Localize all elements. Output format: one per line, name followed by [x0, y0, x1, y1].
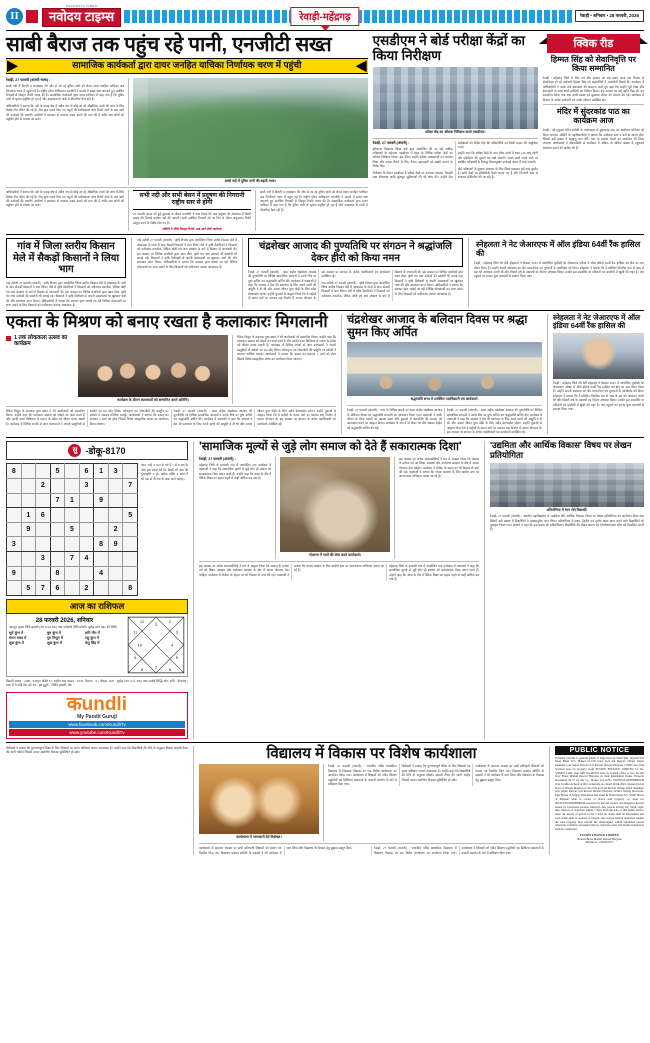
kisan-head-box — [6, 238, 126, 278]
planet-4: गुरु मिथुन में — [47, 636, 63, 641]
ekta-bullets — [6, 335, 74, 404]
sudoku-header — [6, 441, 188, 460]
sudoku-cell-7-5[interactable]: 7 — [65, 552, 80, 567]
sudoku-cell-9-7[interactable] — [94, 581, 109, 596]
sudoku-cell-1-1[interactable]: 8 — [7, 464, 22, 479]
ekta-body-lower: दैनिक त्रिपुरा के संपादक पुष्प स्थान ने भी आयोजकों को सम्मानित किया। उन्होंने कहा कि कलाकार समाज को जोड़ने का काम करते हैं और उनकी कला विविधता में एकता के संदेश को जीवंत बनाए रखती है। कार्यक्रम में विभिन्न राज्यों से आए कलाकारों ने अपनी प्रस्तुतियों से दर्शकों का मन मोह लिया। लोकनृत्य एवं लोकगीतों की प्रस्तुति पर दर्शकों ने जमकर तालियां बजाईं। आयोजकों ने बताया कि उत्सव का समापन 1 मार्च को होगा जिसमें विशेष सांस्कृतिक संध्या का आयोजन किया जाएगा। — [6, 408, 169, 426]
kundli-chart — [125, 614, 187, 676]
public-notice-block — [555, 746, 644, 856]
lead-headline: साबी बैराज तक पहुंच रहे पानी, एनजीटी सख्त — [6, 33, 332, 56]
sudoku-cell-4-2[interactable]: 1 — [21, 508, 36, 523]
quick-read-item-2-body: रेवाड़ी : श्री हनुमान मंदिर समिति के तत्वावधान में सुंदरकांड पाठ का आयोजन शनिवार को किया जाएगा। समिति के पदाधिकारियों ने बताया कि कार्यक्रम सायं 6 बजे से आरंभ होगा जिसमें बड़ी संख्या में श्रद्धालु भाग लेंगे। पाठ के उपरांत भंडारे का आयोजन भी किया जाएगा। आयोजकों ने क्षेत्रवासियों से कार्यक्रम में अधिक से अधिक संख्या में पहुंचकर धर्मलाभ उठाने की अपील की है। — [542, 128, 645, 150]
samajik-headline: 'सामाजिक मूल्यों से जुड़े लोग समाज को देते हैं सकारात्मक दिशा' — [199, 441, 462, 454]
sudoku-cell-7-7[interactable] — [94, 552, 109, 567]
vidyalaya-photo — [199, 764, 319, 834]
planet-7: शुक्र कुंभ में — [47, 641, 62, 646]
quick-read-item-1-body: रेवाड़ी : महेंद्रगढ़ जिले के लिए गर्व और सम्मान का एक प्रसंग आज जब विभाग से सेवानिवृत्त हो रहे कर्मचारी हिम्मत सिंह को सहकर्मियों ने भावभीनी विदाई दी। कार्यक्रम में अधिकारियों ने उनके लंबे सेवाकाल की सराहना करते हुए कहा कि उन्होंने पूरी निष्ठा और ईमानदारी के साथ अपने दायित्वों का निर्वहन किया। इस अवसर पर उन्हें स्मृति चिह्न भेंट कर सम्मानित किया गया तथा उनके स्वस्थ एवं सुखमय जीवन की कामना की गई। कार्यक्रम में विभाग के अनेक कर्मचारी एवं उनके परिजन उपस्थित रहे। — [542, 75, 645, 102]
ad-logo: कundli — [67, 693, 127, 715]
lead-row — [6, 34, 644, 231]
quick-read-item-1-head[interactable]: हिम्मत सिंह को सेवानिवृत्ति पर किया सम्मानित — [550, 55, 636, 73]
sudoku-cell-8-5[interactable] — [65, 566, 80, 581]
sudoku-cell-5-1[interactable] — [7, 522, 22, 537]
sudoku-cell-1-3[interactable] — [36, 464, 51, 479]
sudoku-cell-7-9[interactable] — [123, 552, 138, 567]
sudoku-cell-4-5[interactable] — [65, 508, 80, 523]
vidyalaya-lower — [199, 846, 544, 855]
vidyalaya-columns — [328, 764, 544, 786]
udyamita-photo — [490, 463, 644, 507]
sudoku-cell-6-5[interactable] — [65, 537, 80, 552]
lead-sub-body: 25 फरवरी 2026 को हुई सुनवाई के दौरान एनजीटी ने स्पष्ट किया कि जल प्रदूषण की रोकथाम में किसी प्रकार की ढिलाई बर्दाश्त नहीं की जाएगी। सभी संबंधित विभागों को 30 दिन के भीतर अनुपालन रिपोर्ट प्रस्तुत करने के निर्देश दिए गए हैं। — [133, 211, 251, 225]
samajik-body-lower: इस अवसर पर अनेक समाजसेवियों ने मंच से आह्वान किया कि समाज के प्रत्येक वर्ग को शिक्षा, स्वास्थ्य और पर्यावरण संरक्षण के क्षेत्र में अपना योगदान देना चाहिए। कार्यक्रम में गोसेवा के महत्व पर भी विस्तार से चर्चा की गई। वक्ताओं ने बताया कि गोवंश संरक्षण के लिए ग्रामीण स्तर पर जागरूकता अभियान चलाए जा रहे हैं। — [199, 563, 384, 577]
azad-body: रेवाड़ी, 27 फरवरी (अंजनी) : अमर शहीद चंद्रशेखर आजाद की पुण्यतिथि पर विभिन्न सामाजिक संगठनों ने उनके चित्र पर पुष्प अर्पित कर श्रद्धांजलि अर्पित की। कार्यक्रम में वक्ताओं ने कहा कि आजाद ने देश की स्वतंत्रता के लिए अपने प्राणों की आहुति दे दी थी और उनका जीवन युवा पीढ़ी के लिए सदैव प्रेरणास्रोत रहेगा। उन्होंने युवाओं से आह्वान किया कि वे शहीदों के बताए मार्ग पर चलकर राष्ट्र निर्माण में अपना योगदान दें। इस अवसर पर संगठन के अनेक पदाधिकारी एवं कार्यकर्ता उपस्थित रहे। — [248, 269, 390, 301]
second-row — [6, 238, 644, 307]
sudoku-grid[interactable] — [6, 463, 138, 595]
sudoku-cell-4-8[interactable] — [108, 508, 123, 523]
quick-read-item-2-head[interactable]: मंदिर में सुंदरकांड पाठ का कार्यक्रम आज — [556, 107, 630, 126]
sudoku-cell-7-4[interactable] — [50, 552, 65, 567]
azad-head-box — [248, 238, 463, 266]
ekta-photo-block — [78, 335, 228, 404]
sudoku-cell-6-1[interactable]: 3 — [7, 537, 22, 552]
lead-main-column — [6, 34, 368, 231]
sudoku-row — [7, 537, 138, 552]
sudoku-cell-6-7[interactable]: 8 — [94, 537, 109, 552]
sudoku-cell-6-6[interactable] — [79, 537, 94, 552]
udyamita-photo-caption: प्रतियोगिता में भाग लेते विद्यार्थी। — [546, 508, 588, 513]
ekta-bullet-1: 1 तक लोककला उत्सव का कार्यक्रम — [14, 334, 68, 348]
rashifal-title: आज का राशिफल — [6, 599, 188, 614]
sudoku-cell-8-3[interactable] — [36, 566, 51, 581]
svg-text:11: 11 — [133, 629, 138, 635]
svg-text:6: 6 — [168, 666, 172, 672]
ad-tagline: My Pandit Guruji — [77, 713, 117, 720]
samajik-byline: रेवाड़ी, 27 फरवरी (अंजनी) : — [199, 456, 236, 461]
sudoku-cell-4-3[interactable]: 6 — [36, 508, 51, 523]
puzzle-column — [6, 441, 188, 738]
ekta-photo — [78, 335, 228, 397]
vidyalaya-headline: विद्यालय में विकास पर विशेष कार्यशाला — [266, 744, 477, 762]
public-notice-title: PUBLIC NOTICE — [555, 746, 644, 755]
samajik-photo-caption: गोशाला में गायों की सेवा करते कार्यकर्ता। — [308, 552, 361, 557]
ekta-headline: एकता के मिश्रण को बनाए रखता है कलाकारः मिगलानी — [6, 313, 328, 332]
vidyalaya-body-lower2: रेवाड़ी, 27 फरवरी (अंजनी) : राजकीय वरिष्ठ माध्यमिक विद्यालय में विद्यालय विकास पर एक विशेष कार्यशाला का आयोजन किया गया। कार्यशाला में शिक्षकों को नवीन शिक्षण पद्धतियों एवं डिजिटल संसाधनों के प्रभावी उपयोग के बारे में प्रशिक्षण दिया गया। — [374, 846, 544, 855]
sudoku-row — [7, 566, 138, 581]
balidan-headline: चंद्रशेखर आजाद के बलिदान दिवस पर श्रद्धा सुमन किए अर्पित — [347, 314, 528, 339]
sudoku-cell-4-7[interactable] — [94, 508, 109, 523]
sudoku-cell-2-9[interactable]: 7 — [123, 479, 138, 494]
sudoku-row — [7, 493, 138, 508]
ekta-text — [237, 335, 336, 404]
sudoku-cell-1-9[interactable] — [123, 464, 138, 479]
sudoku-cell-1-8[interactable]: 3 — [108, 464, 123, 479]
sudoku-cell-9-4[interactable]: 6 — [50, 581, 65, 596]
sdm-photo-caption: परीक्षा केंद्र का औचक निरीक्षण करते एसडीएम। — [424, 129, 486, 134]
sudoku-cell-3-9[interactable] — [123, 493, 138, 508]
sudoku-cell-3-6[interactable] — [79, 493, 94, 508]
advertisement[interactable] — [6, 692, 188, 739]
sudoku-row — [7, 581, 138, 596]
sudoku-cell-5-9[interactable] — [123, 522, 138, 537]
ekta-lower-columns — [6, 409, 336, 427]
sudoku-cell-9-8[interactable] — [108, 581, 123, 596]
lead-text-left — [6, 78, 124, 185]
ekta-body: दैनिक त्रिपुरा के संपादक पुष्प स्थान ने भी आयोजकों को सम्मानित किया। उन्होंने कहा कि कलाकार समाज को जोड़ने का काम करते हैं और उनकी कला विविधता में एकता के संदेश को जीवंत बनाए रखती है। कार्यक्रम में विभिन्न राज्यों से आए कलाकारों ने अपनी प्रस्तुतियों से दर्शकों का मन मोह लिया। लोकनृत्य एवं लोकगीतों की प्रस्तुति पर दर्शकों ने जमकर तालियां बजाईं। आयोजकों ने बताया कि उत्सव का समापन 1 मार्च को होगा जिसमें विशेष सांस्कृतिक संध्या का आयोजन किया जाएगा। — [237, 334, 336, 361]
sdm-body-2: निरीक्षण के दौरान एसडीएम ने परीक्षा केंद्रों पर उपलब्ध पेयजल, बिजली तथा शौचालय आदि मूलभूत सुविधाओं की भी जांच की। उन्होंने केंद्र अधीक्षकों को निर्देश दिए कि परीक्षार्थियों को किसी प्रकार की असुविधा न हो। — [372, 140, 538, 180]
samajik-photo-block — [280, 457, 390, 559]
sudoku-cell-6-9[interactable] — [123, 537, 138, 552]
sdm-body-columns — [373, 141, 538, 180]
svg-text:3: 3 — [175, 629, 179, 635]
rashifal-footer: विक्रमी सम्वत् : 2082, फाल्गुन प्रविष्टे 17, राष्ट्रीय शक सम्वत् : 1947, दिनांक : 9 | दोपहर, भद्रा : पूर्वाह्न (रात 4.11 तक) तथा सर्वार्थ सिद्धि योग, शनि ; दीपमान | प्रातः मैं ये कोई देश करें तब : इष्ट मुहूर्त : गोविंद द्वादशी, मेष — [6, 678, 188, 688]
sudoku-rules: आठ, चाहे न 3x3 के वर्ग में 1 से 9 तक के अंक इस प्रकार भरें कि किसी भी अंक की पुनरावृत्ति न हो। प्रत्येक पंक्ति व स्तंभ में भी एक से नौ तक के अंक आने चाहिए। — [141, 463, 188, 481]
balidan-block — [347, 314, 542, 434]
rashifal-panchang: फाल्गुन शुक्ल तिथि द्वादशी (रात 8.44 तक) तथा त्रयोदशी तिथि प्रवेशी। पूर्वाह्न मध्य प्रहर की तिथि। — [9, 624, 118, 629]
quick-read-item-3-body: रेवाड़ी : महेंद्रगढ़ जिले की बेटी स्नेहलता ने दिसंबर 2025 में आयोजित यूजीसी नेट जेआरएफ परीक्षा में ऑल इंडिया 64वीं रैंक हासिल कर क्षेत्र का नाम रोशन किया है। उन्होंने अपनी सफलता का श्रेय माता-पिता एवं गुरुजनों के आशीर्वाद को दिया। स्नेहलता ने बताया कि वे प्रतिदिन नियमित रूप से आठ से दस घंटे अध्ययन करती थीं और पिछले वर्ष के प्रश्नपत्रों का निरंतर अभ्यास किया। उनकी इस उपलब्धि पर परिजनों एवं ग्रामीणों में खुशी की लहर है। गांव पहुंचने पर उनका फूल मालाओं से स्वागत किया गया। — [474, 261, 644, 279]
samajik-lower-columns — [199, 564, 479, 582]
samajik-body-lower2: महेंद्रगढ़ जिले के इतराली गांव में आयोजित एक कार्यक्रम में वक्ताओं ने कहा कि सामाजिक मूल्यों से जुड़े लोग ही समाज को सकारात्मक दिशा प्रदान करते हैं। उन्होंने कहा कि आज के दौर में नैतिक शिक्षा का महत्व पहले से कहीं अधिक बढ़ गया है। — [389, 563, 479, 582]
sudoku-cell-3-4[interactable]: 7 — [50, 493, 65, 508]
rashifal-date: 28 फरवरी 2026, शनिवार — [35, 617, 94, 624]
vidyalaya-block — [199, 746, 544, 856]
kundli-diagram-icon — [127, 616, 185, 674]
sudoku-title: -डोकू-8170 — [85, 446, 126, 457]
public-notice-firm: FUSION FINANCE LIMITED — [580, 832, 619, 837]
ad-youtube-link[interactable]: www.youtube.com/KundliTv — [9, 729, 185, 736]
sudoku-cell-8-8[interactable] — [108, 566, 123, 581]
sdm-byline: रेवाड़ी, 27 फरवरी (अंजनी) : — [372, 140, 410, 145]
lead-byline: रेवाड़ी, 27 फरवरी (अंजनी भाषा) : — [6, 78, 51, 83]
planet-6: शुक्र कुंभ में — [9, 641, 24, 646]
sudoku-row — [7, 479, 138, 494]
lead-body-2: अधिकारियों ने बताया कि नदी के प्रवाह क्षेत्र में अवैध रूप से छोड़े जा रहे औद्योगिक कचरे की जांच के लिए विशेष टीम गठित की गई है। टीम द्वारा एकत्र किए गए नमूनों की प्रयोगशाला जांच रिपोर्ट आने के बाद आगे की कार्रवाई की जाएगी। ग्रामीणों ने प्रशासन से तत्काल कदम उठाने की मांग की है ताकि जल स्रोतों को प्रदूषित होने से बचाया जा सके। — [6, 103, 124, 121]
sdm-body-4: बोर्ड परीक्षाओं के सुचारू संचालन के लिए जिला प्रशासन पूरी तरह मुस्तैद है। सभी केंद्रों पर सीसीटीवी कैमरे लगाए गए हैं और निगरानी कक्ष से लगातार मॉनिटरिंग की जा रही है। — [457, 166, 538, 180]
paper-latin-name: NAVODAYA TIMES — [65, 4, 98, 9]
sudoku-cell-3-3[interactable] — [36, 493, 51, 508]
sudoku-cell-1-4[interactable]: 5 — [50, 464, 65, 479]
rashifal-planets — [9, 631, 120, 646]
planet-8: केतु सिंह में — [85, 641, 100, 646]
sudoku-cell-5-3[interactable] — [36, 522, 51, 537]
udyamita-headline: 'उद्यमिता और आर्थिक विकास' विषय पर लेखन प्रतियोगिता — [490, 440, 632, 460]
sudoku-cell-2-7[interactable] — [94, 479, 109, 494]
ekta-block — [6, 314, 336, 434]
udyamita-block — [490, 441, 644, 738]
section-divider-4 — [6, 742, 644, 743]
snehlata-headline[interactable]: स्नेहलता ने नेट जेआरएफ में ऑल इंडिया 64वीं रैंक हासिल की — [553, 313, 641, 331]
samajik-text-a — [199, 457, 271, 559]
snehlata-body: रेवाड़ी : महेंद्रगढ़ जिले की बेटी स्नेहलता ने दिसंबर 2025 में आयोजित यूजीसी नेट जेआरएफ परीक्षा में ऑल इंडिया 64वीं रैंक हासिल कर क्षेत्र का नाम रोशन किया है। उन्होंने अपनी सफलता का श्रेय माता-पिता एवं गुरुजनों के आशीर्वाद को दिया। स्नेहलता ने बताया कि वे प्रतिदिन नियमित रूप से आठ से दस घंटे अध्ययन करती थीं और पिछले वर्ष के प्रश्नपत्रों का निरंतर अभ्यास किया। उनकी इस उपलब्धि पर परिजनों एवं ग्रामीणों में खुशी की लहर है। गांव पहुंचने पर उनका फूल मालाओं से स्वागत किया गया। — [553, 380, 644, 411]
planet-0: सूर्य कुंभ में — [9, 631, 24, 636]
sudoku-cell-7-2[interactable] — [21, 552, 36, 567]
sudoku-badge-icon: सु — [68, 444, 81, 457]
samajik-block — [199, 441, 479, 738]
sudoku-cell-4-9[interactable]: 5 — [123, 508, 138, 523]
sudoku-cell-1-6[interactable]: 6 — [79, 464, 94, 479]
sudoku-cell-4-4[interactable] — [50, 508, 65, 523]
section-divider-2 — [6, 310, 644, 311]
sudoku-cell-3-1[interactable] — [7, 493, 22, 508]
planet-3: मंगल मकर में — [9, 636, 27, 641]
sudoku-cell-5-5[interactable]: 5 — [65, 522, 80, 537]
sudoku-cell-2-5[interactable] — [65, 479, 80, 494]
svg-text:9: 9 — [133, 654, 137, 660]
masthead — [6, 4, 644, 28]
balidan-photo-caption: श्रद्धांजलि सभा में उपस्थित पदाधिकारी एवं कार्यकर्ता। — [410, 397, 479, 402]
lead-sub-continued: अधिकारियों ने बताया कि नदी के प्रवाह क्षेत्र में अवैध रूप से छोड़े जा रहे औद्योगिक कचरे की जांच के लिए विशेष टीम गठित की गई है। टीम द्वारा एकत्र किए गए नमूनों की प्रयोगशाला जांच रिपोर्ट आने के बाद आगे की कार्रवाई की जाएगी। ग्रामीणों ने प्रशासन से तत्काल कदम उठाने की मांग की है ताकि जल स्रोतों को प्रदूषित होने से बचाया जा सके। — [6, 190, 124, 208]
sudoku-cell-7-3[interactable]: 3 — [36, 552, 51, 567]
sudoku-cell-3-5[interactable]: 1 — [65, 493, 80, 508]
quick-read-column — [543, 34, 644, 231]
sudoku-cell-8-7[interactable]: 4 — [94, 566, 109, 581]
edition-badge[interactable]: रेवाड़ी-महेंद्रगढ़ — [290, 7, 359, 26]
svg-text:5: 5 — [175, 654, 179, 660]
section-divider-3 — [6, 437, 644, 438]
kisan-headline: गांव में जिला स्तरीय किसान मेले में सैकड़ों किसानों ने लिया भाग — [12, 241, 120, 275]
sdm-column — [373, 34, 538, 231]
balidan-photo — [347, 342, 542, 396]
svg-text:4: 4 — [171, 642, 174, 648]
lead-subcol-c — [260, 190, 368, 231]
azad-block — [248, 238, 463, 307]
lead-subcol-b — [133, 190, 251, 231]
sudoku-cell-9-2[interactable]: 5 — [21, 581, 36, 596]
azad-body-columns — [248, 270, 463, 301]
svg-text:7: 7 — [154, 665, 158, 671]
kisan-body-continued: गांव अटेली 27 फरवरी (अंजनी) : कृषि विभाग द्वारा आयोजित जिला स्तरीय किसान मेले में आसपास के गांवों से आए सैकड़ों किसानों ने भाग लिया। मेले में कृषि वैज्ञानिकों ने किसानों को नवीनतम तकनीक, जैविक खेती एवं जल संरक्षण के बारे में विस्तार से जानकारी दी। इस अवसर पर विभिन्न कंपनियों द्वारा उन्नत बीज, कृषि यंत्र तथा उर्वरकों की प्रदर्शनी भी लगाई गई। किसानों ने कृषि विशेषज्ञों से अपनी समस्याओं पर खुलकर चर्चा की और समाधान प्राप्त किया। अधिकारियों ने बताया कि सरकार द्वारा चलाई जा रही विभिन्न योजनाओं का लाभ उठाने के लिए किसानों को पंजीकरण कराना आवश्यक है। — [137, 238, 237, 269]
sudoku-cell-4-1[interactable] — [7, 508, 22, 523]
sudoku-cell-6-4[interactable] — [50, 537, 65, 552]
paper-flag — [42, 5, 121, 27]
sudoku-cell-8-9[interactable] — [123, 566, 138, 581]
azad-body-cont: गांव अटेली 27 फरवरी (अंजनी) : कृषि विभाग द्वारा आयोजित जिला स्तरीय किसान मेले में आसपास के गांवों से आए सैकड़ों किसानों ने भाग लिया। मेले में कृषि वैज्ञानिकों ने किसानों को नवीनतम तकनीक, जैविक खेती एवं जल संरक्षण के बारे में विस्तार से जानकारी दी। इस अवसर पर विभिन्न कंपनियों द्वारा उन्नत बीज, कृषि यंत्र तथा उर्वरकों की प्रदर्शनी भी लगाई गई। किसानों ने कृषि विशेषज्ञों से अपनी समस्याओं पर खुलकर चर्चा की और समाधान प्राप्त किया। अधिकारियों ने बताया कि सरकार द्वारा चलाई जा रही विभिन्न योजनाओं का लाभ उठाने के लिए किसानों को पंजीकरण कराना आवश्यक है। — [321, 269, 463, 298]
planet-1: बुध कुंभ में — [47, 631, 61, 636]
sudoku-cell-5-4[interactable] — [50, 522, 65, 537]
vidyalaya-body-1: रेवाड़ी, 27 फरवरी (अंजनी) : राजकीय वरिष्ठ माध्यमिक विद्यालय में विद्यालय विकास पर एक विशेष कार्यशाला का आयोजन किया गया। कार्यशाला में शिक्षकों को नवीन शिक्षण पद्धतियों एवं डिजिटल संसाधनों के प्रभावी उपयोग के बारे में प्रशिक्षण दिया गया। — [328, 764, 397, 786]
dateline: रेवाड़ी • शनिवार • 28 फरवरी, 2026 — [575, 10, 644, 22]
sudoku-cell-6-8[interactable]: 9 — [108, 537, 123, 552]
samajik-photo — [280, 457, 390, 552]
udyamita-body: रेवाड़ी, 27 फरवरी (अंजनी) : स्थानीय महाविद्यालय में 'उद्यमिता और आर्थिक विकास' विषय पर लेखन प्रतियोगिता का आयोजन किया गया जिसमें बड़ी संख्या में विद्यार्थियों ने उत्साहपूर्वक भाग लिया। प्रतियोगिता में प्रथम, द्वितीय एवं तृतीय स्थान प्राप्त करने वाले विद्यार्थियों को पुरस्कृत किया गया। प्राचार्य ने कहा कि इस प्रकार की प्रतियोगिताएं विद्यार्थियों की लेखन क्षमता एवं विश्लेषणात्मक सोच को विकसित करती हैं। — [490, 514, 644, 532]
snehlata-block — [553, 314, 644, 434]
lead-body-1: साबी नदी में दिल्ली व राजस्थान की ओर से आ रहे दूषित पानी को लेकर दायर जनहित याचिका अब निर्णायक चरण में पहुंच गई है। राष्ट्रीय हरित अधिकरण एनजीटी ने मामले में सख्त रुख अपनाते हुए संबंधित विभागों से विस्तृत रिपोर्ट तलब की है। सामाजिक कार्यकर्ता द्वारा दायर याचिका में कहा गया है कि दूषित पानी से भूजल प्रदूषित हो रहा है और आसपास के गांवों में बीमारियां फैल रही हैं। — [6, 84, 124, 102]
planet-5: राहु कुंभ में — [85, 636, 99, 641]
sudoku-cell-3-2[interactable] — [21, 493, 36, 508]
sudoku-cell-3-8[interactable] — [108, 493, 123, 508]
kisan-block — [6, 238, 126, 307]
sudoku-cell-2-2[interactable] — [21, 479, 36, 494]
publisher-logo-icon: II — [6, 8, 23, 25]
sdm-photo — [373, 67, 538, 129]
sudoku-cell-2-8[interactable] — [108, 479, 123, 494]
vidyalaya-body-2: विशेषज्ञों ने बताया कि गुणवत्तापूर्ण शिक्षा के लिए शिक्षकों का सतत प्रशिक्षण अत्यंत आवश्यक है। उन्होंने कहा कि विद्यार्थियों की रुचि के अनुसार शिक्षण सामग्री तैयार की जानी चाहिए जिससे उनका सर्वांगीण विकास सुनिश्चित हो सके। — [401, 764, 471, 782]
ekta-photo-caption: कार्यक्रम के दौरान कलाकारों को सम्मानित करते अतिथि। — [117, 397, 189, 402]
sudoku-row — [7, 522, 138, 537]
sdm-headline: एसडीएम ने बोर्ड परीक्षा केंद्रों का किया निरीक्षण — [372, 33, 525, 63]
sudoku-cell-2-1[interactable] — [7, 479, 22, 494]
samajik-body-1: महेंद्रगढ़ जिले के इतराली गांव में आयोजित एक कार्यक्रम में वक्ताओं ने कहा कि सामाजिक मूल्यों से जुड़े लोग ही समाज को सकारात्मक दिशा प्रदान करते हैं। उन्होंने कहा कि आज के दौर में नैतिक शिक्षा का महत्व पहले से कहीं अधिक बढ़ गया है। — [199, 462, 271, 481]
svg-text:1: 1 — [154, 621, 158, 627]
lead-subcol-a — [6, 190, 124, 231]
sudoku-cell-7-1[interactable] — [7, 552, 22, 567]
sudoku-cell-7-6[interactable]: 4 — [79, 552, 94, 567]
lead-sub-headline: सभी नदी और सभी बेसन में प्रदूषण की निगरानी राष्ट्रीय स्तर से होगी — [133, 190, 251, 210]
sudoku-cell-1-2[interactable] — [21, 464, 36, 479]
sudoku-cell-9-6[interactable]: 2 — [79, 581, 94, 596]
ad-facebook-link[interactable]: www.facebook.com/KundliTv — [9, 721, 185, 728]
quick-read-item-3-head[interactable]: स्नेहलता ने नेट जेआरएफ में ऑल इंडिया 64वीं रैंक हासिल की — [476, 240, 641, 259]
sdm-body-1: हरियाणा विद्यालय शिक्षा बोर्ड द्वारा आयोजित की जा रही वार्षिक परीक्षाओं के मद्देनजर एसडीएम ने शहर के विभिन्न परीक्षा केंद्रों का औचक निरीक्षण किया। इस दौरान उन्होंने परीक्षा व्यवस्थाओं का जायजा लिया और नकल रोकने के लिए तैनात उड़नदस्तों को सख्ती बरतने के निर्देश दिए। — [372, 146, 453, 169]
section-divider-1 — [6, 234, 644, 235]
sudoku-cell-8-1[interactable]: 9 — [7, 566, 22, 581]
sudoku-cell-9-3[interactable]: 7 — [36, 581, 51, 596]
lead-photo — [133, 78, 368, 178]
sudoku-cell-1-7[interactable]: 1 — [94, 464, 109, 479]
sudoku-row — [7, 552, 138, 567]
bullet-square-icon — [6, 336, 11, 341]
svg-text:2: 2 — [168, 618, 172, 624]
sudoku-row — [7, 508, 138, 523]
bottom-left-text: विशेषज्ञों ने बताया कि गुणवत्तापूर्ण शिक्षा के लिए शिक्षकों का सतत प्रशिक्षण अत्यंत आवश्यक है। उन्होंने कहा कि विद्यार्थियों की रुचि के अनुसार शिक्षण सामग्री तैयार की जानी चाहिए जिससे उनका सर्वांगीण विकास सुनिश्चित हो सके। — [6, 745, 188, 754]
bottom-left-filler — [6, 746, 188, 856]
ekta-body-lower2: रेवाड़ी, 27 फरवरी (अंजनी) : अमर शहीद चंद्रशेखर आजाद की पुण्यतिथि पर विभिन्न सामाजिक संगठनों ने उनके चित्र पर पुष्प अर्पित कर श्रद्धांजलि अर्पित की। कार्यक्रम में वक्ताओं ने कहा कि आजाद ने देश की स्वतंत्रता के लिए अपने प्राणों की आहुति दे दी थी और उनका जीवन युवा पीढ़ी के लिए सदैव प्रेरणास्रोत रहेगा। उन्होंने युवाओं से आह्वान किया कि वे शहीदों के बताए मार्ग पर चलकर राष्ट्र निर्माण में अपना योगदान दें। इस अवसर पर संगठन के अनेक पदाधिकारी एवं कार्यकर्ता उपस्थित रहे। — [173, 408, 336, 426]
paper-title: नवोदय टाइम्स — [42, 8, 121, 27]
svg-text:12: 12 — [139, 618, 145, 624]
sudoku-cell-8-2[interactable] — [21, 566, 36, 581]
sudoku-cell-8-4[interactable]: 8 — [50, 566, 65, 581]
sudoku-cell-9-9[interactable]: 8 — [123, 581, 138, 596]
snehlata-photo — [553, 333, 644, 379]
svg-text:10: 10 — [137, 642, 143, 648]
sudoku-cell-1-5[interactable] — [65, 464, 80, 479]
sudoku-cell-2-3[interactable]: 2 — [36, 479, 51, 494]
lead-sub-italic: समिति ने सौंपी विस्तृत रिपोर्ट, अब आगे होगी कार्रवाई — [162, 227, 222, 231]
sudoku-cell-6-2[interactable] — [21, 537, 36, 552]
bottom-row — [6, 746, 644, 856]
sudoku-cell-4-6[interactable] — [79, 508, 94, 523]
vidyalaya-body-3: कार्यशाला के समापन अवसर पर सभी प्रतिभागी शिक्षकों को प्रमाण पत्र वितरित किए गए। विद्यालय प्रबंधन समिति के सदस्यों ने भी कार्यक्रम में भाग लिया और विद्यालय के विकास हेतु सुझाव प्रस्तुत किए। — [475, 764, 544, 782]
public-notice-mobile: Mobile no. 7426291675 — [585, 840, 614, 845]
public-notice-body: It hereby informs to general public at large that our client Smt. Jagwati S/O Suraj Bhan W/o Makan no.128 ward no.9 teh Rewari village Jatpur shekhpur post Jatpur Rewari S.O Rewari Rewari Haryana 123401 has avail Secured loan on property from FUSION FINANCE LIMITED for Rs. 5,00000/-Lakh, vide APP No.451953 have its branch office at Soo 24 2nd floor Brass Market Rewari Haryana on their Residential house, Property measuring 61.77 sq mtr i.e., House U.L.D.No. 062353JA100000IHI0249 vide Certificate/deed of title ownership no. dated 29-04-2022, situated in Lal Dora of Village Makan no.129 ward no.9 teh Rewari village Jatpur shekhpur post Jatpur Rewari S.O Rewari Rewari Haryana 123401 having directions, East House of Sanjay West Dead end street & North Street 5/5, South House of Khajani wide is owner of above said property i.e. deed no. 062353JA100000IHI0240 executed by Rewari section and Registrar Rewari issued by concerned revenue authority. Any person having any claim, right, title, interest or objection within 7 days from the date of this public notice. After the expiry of period of the 7 days no claim shall be entertained and such claim shall be treated as waived. Any person having objection against the said property may inform the undersigned within stipulated period otherwise it shall be presumed that no objection exist and further transaction shall be completed. — [555, 755, 644, 832]
sudoku-row — [7, 464, 138, 479]
fourth-row — [6, 441, 644, 738]
balidan-body-columns — [347, 408, 542, 434]
balidan-body: रेवाड़ी, 27 फरवरी (अंजनी) : नगर के विभिन्न स्थानों पर अमर शहीद चंद्रशेखर आजाद के बलिदान दिवस पर श्रद्धांजलि सभाओं का आयोजन किया गया। वक्ताओं ने उनके जीवन के प्रेरक प्रसंगों पर प्रकाश डाला और युवाओं से देशभक्ति की भावना को आत्मसात करने का आह्वान किया। कार्यक्रम के अंत में दो मिनट का मौन रखकर शहीद को श्रद्धांजलि अर्पित की गई। — [347, 408, 442, 430]
sudoku-cell-2-4[interactable] — [50, 479, 65, 494]
quick-read-item-3-block — [474, 238, 644, 307]
kisan-extra-col — [137, 238, 237, 307]
kisan-body: गांव अटेली 27 फरवरी (अंजनी) : कृषि विभाग द्वारा आयोजित जिला स्तरीय किसान मेले में आसपास के गांवों से आए सैकड़ों किसानों ने भाग लिया। मेले में कृषि वैज्ञानिकों ने किसानों को नवीनतम तकनीक, जैविक खेती एवं जल संरक्षण के बारे में विस्तार से जानकारी दी। इस अवसर पर विभिन्न कंपनियों द्वारा उन्नत बीज, कृषि यंत्र तथा उर्वरकों की प्रदर्शनी भी लगाई गई। किसानों ने कृषि विशेषज्ञों से अपनी समस्याओं पर खुलकर चर्चा की और समाधान प्राप्त किया। अधिकारियों ने बताया कि सरकार द्वारा चलाई जा रही विभिन्न योजनाओं का लाभ उठाने के लिए किसानों को पंजीकरण कराना आवश्यक है। — [6, 280, 126, 307]
third-row — [6, 314, 644, 434]
lead-body-extra: साबी नदी में दिल्ली व राजस्थान की ओर से आ रहे दूषित पानी को लेकर दायर जनहित याचिका अब निर्णायक चरण में पहुंच गई है। राष्ट्रीय हरित अधिकरण एनजीटी ने मामले में सख्त रुख अपनाते हुए संबंधित विभागों से विस्तृत रिपोर्ट तलब की है। सामाजिक कार्यकर्ता द्वारा दायर याचिका में कहा गया है कि दूषित पानी से भूजल प्रदूषित हो रहा है और आसपास के गांवों में बीमारियां फैल रही हैं। — [260, 190, 368, 212]
sudoku-cell-2-6[interactable]: 3 — [79, 479, 94, 494]
public-notice-address: Branch-Brass Market Rewari Haryana — [577, 836, 622, 841]
vidyalaya-photo-caption: कार्यशाला में जानकारी देते विशेषज्ञ। — [236, 835, 282, 840]
sudoku-cell-9-1[interactable] — [7, 581, 22, 596]
balidan-body-cont: रेवाड़ी, 27 फरवरी (अंजनी) : अमर शहीद चंद्रशेखर आजाद की पुण्यतिथि पर विभिन्न सामाजिक संगठनों ने उनके चित्र पर पुष्प अर्पित कर श्रद्धांजलि अर्पित की। कार्यक्रम में वक्ताओं ने कहा कि आजाद ने देश की स्वतंत्रता के लिए अपने प्राणों की आहुति दे दी थी और उनका जीवन युवा पीढ़ी के लिए सदैव प्रेरणास्रोत रहेगा। उन्होंने युवाओं से आह्वान किया कि वे शहीदों के बताए मार्ग पर चलकर राष्ट्र निर्माण में अपना योगदान दें। इस अवसर पर संगठन के अनेक पदाधिकारी एवं कार्यकर्ता उपस्थित रहे। — [447, 408, 542, 435]
svg-text:8: 8 — [140, 666, 144, 672]
sudoku-cell-6-3[interactable] — [36, 537, 51, 552]
sudoku-cell-7-8[interactable] — [108, 552, 123, 567]
lead-photo-caption: साबी नदी में दूषित पानी की बढ़ती मात्रा। — [224, 179, 276, 184]
quick-read-title: क्विक रीड — [547, 34, 640, 53]
sudoku-cell-5-8[interactable]: 2 — [108, 522, 123, 537]
vidyalaya-photo-block — [199, 764, 319, 841]
lead-kicker: सामाजिक कार्यकर्ता द्वारा दायर जनहित याचिका निर्णायक चरण में पहुंची — [6, 58, 368, 74]
sudoku-cell-3-7[interactable]: 9 — [94, 493, 109, 508]
sudoku-cell-8-6[interactable] — [79, 566, 94, 581]
samajik-text-b — [399, 457, 479, 559]
samajik-body-2: इस अवसर पर अनेक समाजसेवियों ने मंच से आह्वान किया कि समाज के प्रत्येक वर्ग को शिक्षा, स्वास्थ्य और पर्यावरण संरक्षण के क्षेत्र में अपना योगदान देना चाहिए। कार्यक्रम में गोसेवा के महत्व पर भी विस्तार से चर्चा की गई। वक्ताओं ने बताया कि गोवंश संरक्षण के लिए ग्रामीण स्तर पर जागरूकता अभियान चलाए जा रहे हैं। — [399, 456, 479, 479]
sudoku-cell-5-7[interactable] — [94, 522, 109, 537]
sdm-body-3: उन्होंने कहा कि परीक्षा केंद्रों के 200 मीटर दायरे में धारा 144 लागू रहेगी और फोटोस्टेट की दुकानें बंद रखी जाएंगी। नकल करते पकड़े जाने पर संबंधित परीक्षार्थी के विरुद्ध नियमानुसार कार्रवाई अमल में लाई जाएगी। — [457, 151, 538, 165]
sudoku-cell-9-5[interactable] — [65, 581, 80, 596]
vidyalaya-text — [328, 764, 544, 841]
planet-2: शनि मीन में — [85, 631, 100, 636]
flag-accent-block — [26, 10, 38, 23]
vidyalaya-body-lower: कार्यशाला के समापन अवसर पर सभी प्रतिभागी शिक्षकों को प्रमाण पत्र वितरित किए गए। विद्यालय प्रबंधन समिति के सदस्यों ने भी कार्यक्रम में भाग लिया और विद्यालय के विकास हेतु सुझाव प्रस्तुत किए। — [199, 846, 353, 855]
azad-headline: चंद्रशेखर आजाद की पुण्यतिथि पर संगठन ने श्रद्धांजलि देकर हीरो को किया नमन — [258, 241, 452, 264]
lead-photo-block — [133, 78, 368, 185]
sudoku-cell-5-6[interactable] — [79, 522, 94, 537]
sudoku-cell-5-2[interactable]: 9 — [21, 522, 36, 537]
